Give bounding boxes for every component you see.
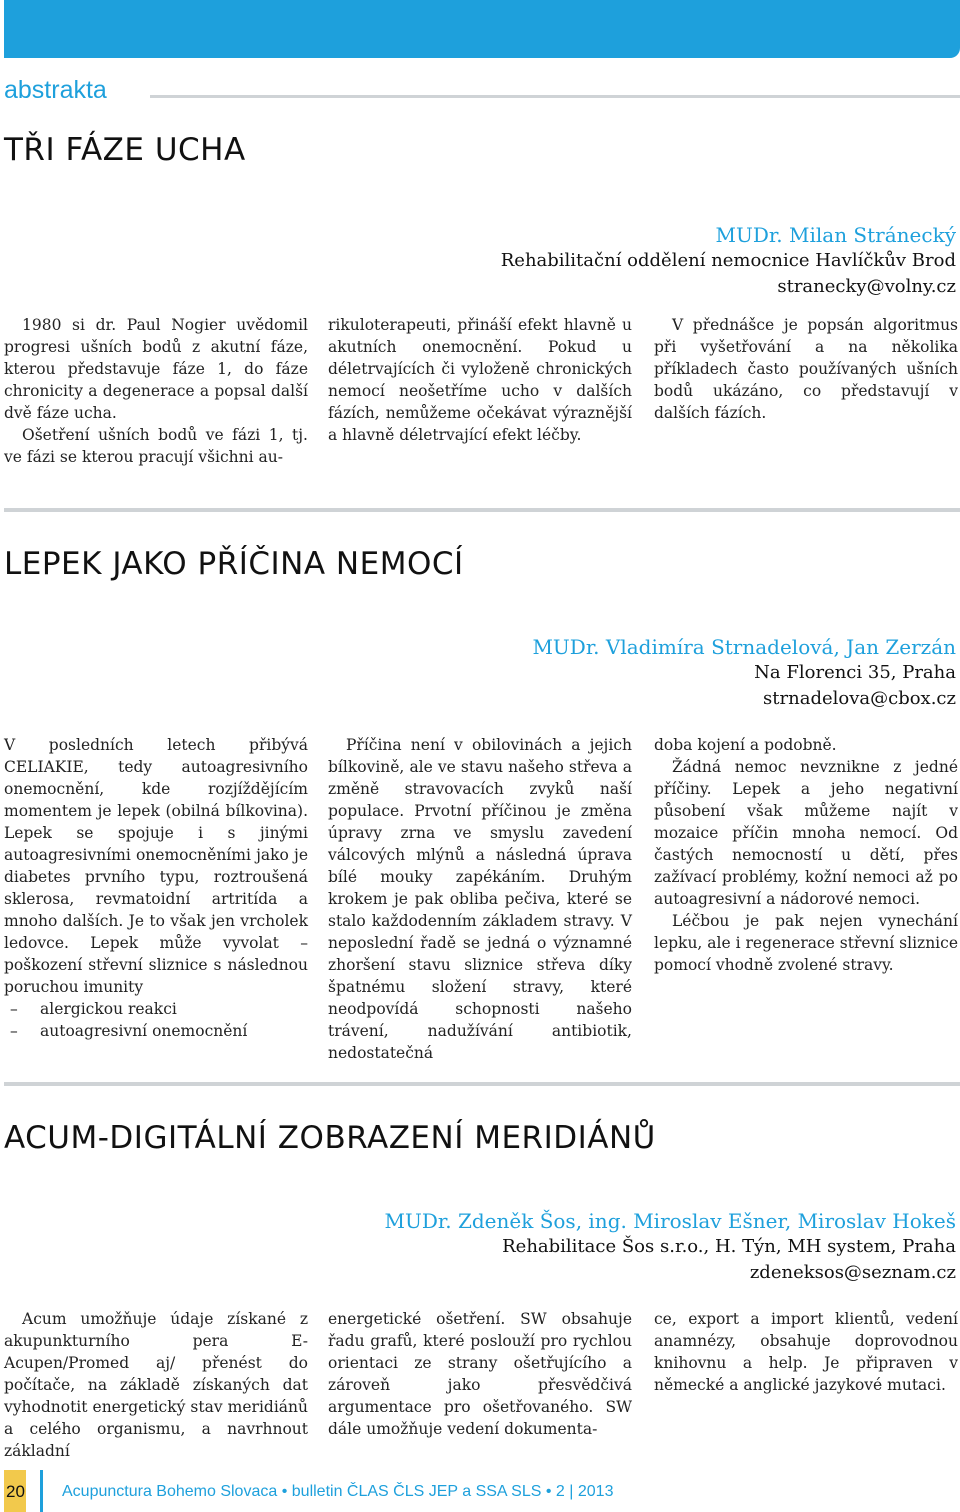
list bbox=[4, 998, 308, 1042]
article-2-column-2 bbox=[328, 734, 632, 1064]
issue-year: 2013 bbox=[577, 1483, 614, 1500]
paragraph: V přednášce je popsán algoritmus při vyšetřování a na několika příkladech často používaných ušních bodů ukázáno, co představují v dalších fázích. bbox=[654, 316, 958, 422]
paragraph: Příčina není v obilovinách a jejich bílkovině, ale ve stavu našeho střeva a změně stravovacích zvyků naší populace. Prvotní příčinou je změna úpravy zrna ve smyslu zavedení válcových mlýnů a následná úprava bílé mouky zapékáním. Druhým krokem je pak obliba pečiva, které se stalo každodenním základem stravy. V neposlední řadě se jedná o významné zhoršení stavu sliznice střeva díky špatnému složení stravy, které neodpovídá schopnosti našeho trávení, nadužívání antibiotik, nedostatečná bbox=[328, 736, 632, 1062]
list-item: – alergickou reakci bbox=[10, 1000, 177, 1018]
paragraph: rikuloterapeuti, přináší efekt hlavně u akutních onemocnění. Pokud u déletrvajících či vyloženě chronických nemocí neošetříme ucho v dalších fázích, nemůžeme očekávat výraznější a hlavně déletrvající efekt léčby. bbox=[328, 316, 632, 444]
author-email: stranecky@volny.cz bbox=[777, 276, 956, 297]
author-names: MUDr. Zdeněk Šos, ing. Miroslav Ešner, Miroslav Hokeš bbox=[384, 1209, 956, 1233]
paragraph: Léčbou je pak nejen vynechání lepku, ale i regenerace střevní sliznice pomocí vhodně zvolené stravy. bbox=[654, 912, 958, 974]
author-names: MUDr. Milan Stránecký bbox=[715, 223, 956, 247]
section-divider bbox=[4, 508, 960, 512]
article-1-column-1 bbox=[4, 314, 308, 468]
article-title-lepek: LEPEK JAKO PŘÍČINA NEMOCÍ bbox=[4, 546, 464, 582]
article-2-column-1 bbox=[4, 734, 308, 1042]
author-email: zdeneksos@seznam.cz bbox=[749, 1262, 956, 1283]
author-institution: Rehabilitační oddělení nemocnice Havlíčkův Brod bbox=[500, 250, 956, 271]
article-3-column-1 bbox=[4, 1308, 308, 1462]
article-title-tri-faze-ucha: TŘI FÁZE UCHA bbox=[4, 132, 246, 168]
bullet-separator: • bbox=[545, 1483, 552, 1500]
author-institution: Na Florenci 35, Praha bbox=[754, 662, 956, 683]
paragraph: V posledních letech přibývá CELIAKIE, tedy autoagresivního onemocnění, kde rozjíždějícím momentem je lepek (obilná bílkovina). Lepek se spojuje i s jinými autoagresivními onemocněními jako je diabetes prvního typu, roztroušená sklerosa, revmatoidní artritída a mnoho dalších. Je to však jen vrcholek ledovce. Lepek může vyvolat – poškození střevní sliznice s následnou poruchou imunity bbox=[4, 736, 308, 996]
section-label: abstrakta bbox=[4, 76, 107, 104]
article-3-byline bbox=[385, 1208, 956, 1286]
header-bar bbox=[4, 0, 960, 58]
article-1-byline bbox=[501, 222, 956, 300]
bullet-separator: • bbox=[281, 1483, 288, 1500]
bar-separator: | bbox=[569, 1483, 574, 1500]
section-divider bbox=[4, 1082, 960, 1086]
paragraph: doba kojení a podobně. bbox=[654, 736, 837, 754]
author-email: strnadelova@cbox.cz bbox=[763, 688, 956, 709]
paragraph: Acum umožňuje údaje získané z akupunkturního pera E-Acupen/Promed aj/ přenést do počítače, na základě získaných dat vyhodnotit energetický stav meridiánů a celého organismu, a navrhnout základní bbox=[4, 1310, 308, 1460]
paragraph: 1980 si dr. Paul Nogier uvědomil progresi ušních bodů z akutní fáze, kterou představuje fáze 1, do fáze chronicity a degenerace a popsal další dvě fáze ucha. bbox=[4, 316, 308, 422]
article-2-column-3 bbox=[654, 734, 958, 976]
section-rule bbox=[150, 95, 960, 98]
issue-number: 2 bbox=[555, 1483, 565, 1500]
journal-name: Acupunctura Bohemo Slovaca bbox=[62, 1483, 278, 1500]
footer-journal-line bbox=[62, 1483, 613, 1501]
article-3-column-2 bbox=[328, 1308, 632, 1440]
article-1-column-2 bbox=[328, 314, 632, 446]
article-3-column-3 bbox=[654, 1308, 958, 1396]
bulletin-name: bulletin ČLAS ČLS JEP a SSA SLS bbox=[291, 1483, 542, 1500]
list-item: – autoagresivní onemocnění bbox=[10, 1022, 248, 1040]
author-institution: Rehabilitace Šos s.r.o., H. Týn, MH system, Praha bbox=[502, 1236, 956, 1257]
article-2-byline bbox=[532, 634, 956, 712]
paragraph: Žádná nemoc nevznikne z jedné příčiny. Lepek a jeho negativní působení však můžeme najít v mozaice příčin mnoha nemocí. Od častých nemocností u dětí, přes zažívací problémy, kožní nemoci až po autoagresivní a nádorové nemoci. bbox=[654, 758, 958, 908]
footer-separator bbox=[40, 1470, 43, 1512]
article-1-column-3 bbox=[654, 314, 958, 424]
paragraph: ce, export a import klientů, vedení anamnézy, obsahuje doprovodnou knihovnu a help. Je připraven v německé a anglické jazykové mutaci. bbox=[654, 1310, 958, 1394]
paragraph: energetické ošetření. SW obsahuje řadu grafů, které poslouží pro rychlou orientaci ze strany ošetřujícího a zároveň jako přesvědčivá argumentace pro ošetřovaného. SW dále umožňuje vedení dokumenta- bbox=[328, 1310, 632, 1438]
author-names: MUDr. Vladimíra Strnadelová, Jan Zerzán bbox=[532, 635, 956, 659]
page-number: 20 bbox=[6, 1482, 25, 1501]
article-title-acum: ACUM-DIGITÁLNÍ ZOBRAZENÍ MERIDIÁNŮ bbox=[4, 1120, 656, 1156]
paragraph: Ošetření ušních bodů ve fázi 1, tj. ve fázi se kterou pracují všichni au- bbox=[4, 426, 308, 466]
